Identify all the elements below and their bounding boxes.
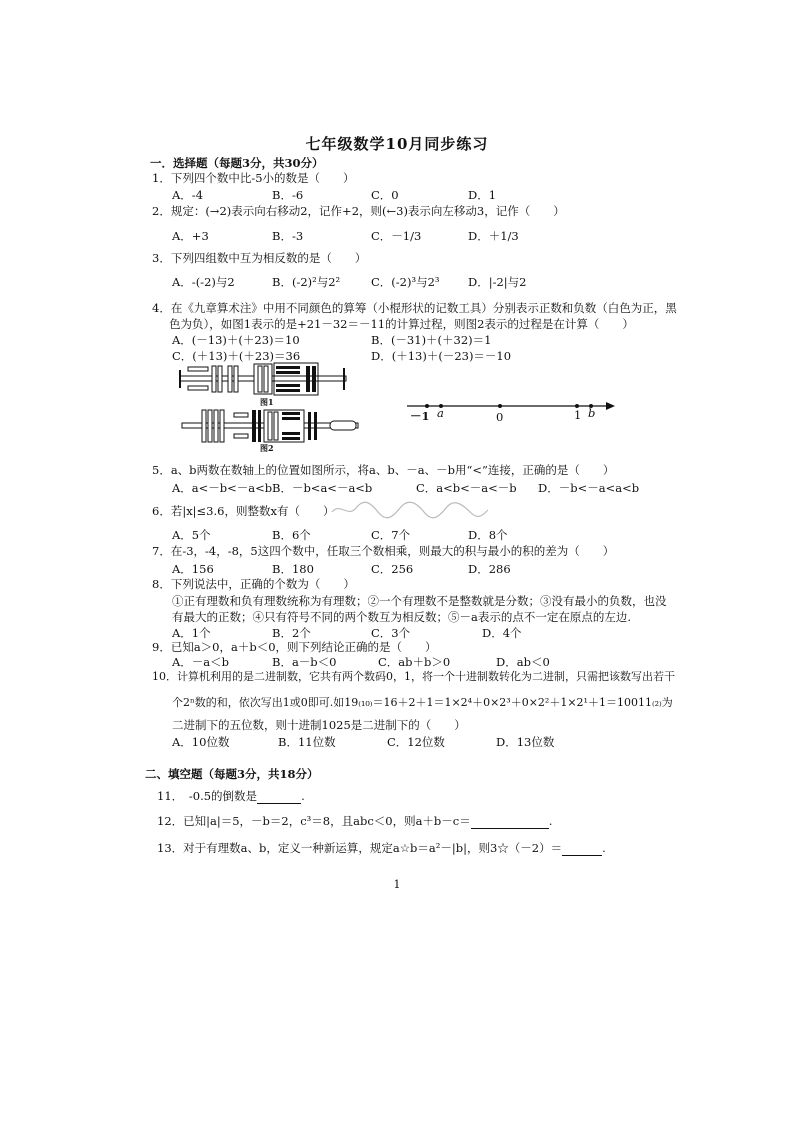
q4-option-d: D．(＋13)＋(－23)＝－10 bbox=[371, 349, 512, 363]
fill-question-13 bbox=[157, 840, 606, 856]
page-title: 七年级数学10月同步练习 bbox=[305, 135, 489, 153]
q10-option-b: B．11位数 bbox=[278, 735, 336, 749]
q1-option-b: B．-6 bbox=[272, 188, 304, 202]
q4-option-b: B．(－31)＋(＋32)＝1 bbox=[371, 333, 492, 347]
number-line-label-1: 1 bbox=[574, 408, 582, 422]
q1-option-c: C．0 bbox=[371, 188, 399, 202]
q10-option-c: C．12位数 bbox=[387, 735, 445, 749]
q3-option-b: B．(-2)²与2² bbox=[272, 275, 341, 289]
q8-option-b: B．2个 bbox=[272, 626, 311, 640]
q6-option-c: C．7个 bbox=[371, 528, 411, 542]
answer-blank-13[interactable] bbox=[562, 841, 602, 856]
q2-option-a: A．+3 bbox=[172, 229, 209, 243]
q4-option-a: A．(－13)＋(＋23)＝10 bbox=[172, 333, 300, 347]
q7-option-c: C．256 bbox=[371, 562, 414, 576]
q4-option-c: C．(＋13)＋(＋23)＝36 bbox=[172, 349, 301, 363]
q1-option-d: D．1 bbox=[468, 188, 497, 202]
question-10-line-1: 个2ⁿ数的和，依次写出1或0即可.如19₍₁₀₎＝16＋2＋1＝1×2⁴＋0×2³＋0×2²＋1×2¹＋1＝10011₍₂₎为 bbox=[172, 696, 673, 709]
q6-option-b: B．6个 bbox=[272, 528, 311, 542]
counting-rod-figure-2 bbox=[180, 407, 360, 445]
number-line-label-b: b bbox=[588, 406, 596, 420]
fill-question-11 bbox=[157, 788, 305, 804]
fill-question-11-text: 11． -0.5的倒数是 bbox=[157, 789, 258, 803]
question-10-stem: 10．计算机利用的是二进制数，它共有两个数码0，1，将一个十进制数转化为二进制，只需把该数写出若干 bbox=[152, 670, 675, 683]
question-1-stem: 1．下列四个数中比-5小的数是（ ） bbox=[152, 171, 355, 185]
q7-option-a: A．156 bbox=[172, 562, 214, 576]
question-4-stem-continued: 色为负），如图1表示的是+21－32＝－11的计算过程，则图2表示的过程是在计算（ ） bbox=[169, 317, 634, 331]
question-2-stem: 2．规定：(→2)表示向右移动2，记作+2，则(←3)表示向左移动3，记作（ ） bbox=[152, 204, 565, 218]
q8-option-d: D．4个 bbox=[482, 626, 522, 640]
figure-2-caption: 图2 bbox=[260, 443, 274, 453]
q8-option-c: C．3个 bbox=[371, 626, 411, 640]
q6-option-a: A．5个 bbox=[172, 528, 211, 542]
q5-option-a: A．a<－b<－a<b bbox=[172, 481, 273, 495]
fill-question-12-text: 12．已知|a|＝5，－b＝2，c³＝8，且abc＜0，则a＋b－c＝ bbox=[157, 814, 471, 828]
question-6-stem: 6．若|x|≤3.6，则整数x有（ ） bbox=[152, 504, 335, 518]
fill-question-12 bbox=[157, 813, 552, 829]
q1-option-a: A．-4 bbox=[172, 188, 204, 202]
q8-option-a: A．1个 bbox=[172, 626, 211, 640]
question-4-stem: 4．在《九章算术注》中用不同颜色的算筹（小棍形状的记数工具）分别表示正数和负数（白色为正，黑 bbox=[152, 301, 677, 315]
question-7-stem: 7．在-3，-4，-8，5这四个数中，任取三个数相乘，则最大的积与最小的积的差为（ ） bbox=[152, 544, 615, 558]
q6-option-d: D．8个 bbox=[468, 528, 508, 542]
q9-option-c: C．ab＋b＞0 bbox=[378, 655, 451, 669]
number-line-label-minus-1: －1 bbox=[410, 409, 430, 423]
q2-option-b: B．-3 bbox=[272, 229, 304, 243]
q3-option-a: A．-(-2)与2 bbox=[172, 275, 235, 289]
q3-option-c: C．(-2)³与2³ bbox=[371, 275, 440, 289]
q10-option-a: A．10位数 bbox=[172, 735, 230, 749]
q5-option-c: C．a<b<－a<－b bbox=[416, 481, 517, 495]
q2-option-c: C．－1/3 bbox=[371, 229, 422, 243]
question-8-statements-line-2: 有最大的正数；④只有符号不同的两个数互为相反数；⑤－a表示的点不一定在原点的左边. bbox=[172, 610, 632, 624]
question-8-statements-line-1: ①正有理数和负有理数统称为有理数；②一个有理数不是整数就是分数；③没有最小的负数，也没 bbox=[172, 594, 667, 608]
fill-11-period: . bbox=[301, 789, 305, 803]
question-10-line-2: 二进制下的五位数，则十进制1025是二进制下的（ ） bbox=[172, 718, 466, 732]
fill-question-13-text: 13．对于有理数a、b，定义一种新运算，规定a☆b＝a²－|b|，则3☆（－2）＝ bbox=[157, 841, 563, 855]
q3-option-d: D．|-2|与2 bbox=[468, 275, 527, 289]
question-9-stem: 9．已知a＞0，a＋b＜0，则下列结论正确的是（ ） bbox=[152, 640, 437, 654]
q2-option-d: D．＋1/3 bbox=[468, 229, 519, 243]
answer-blank-12[interactable] bbox=[471, 814, 549, 829]
fill-13-period: . bbox=[602, 841, 606, 855]
fill-12-period: . bbox=[548, 814, 553, 828]
q9-option-b: B．a－b＜0 bbox=[272, 655, 337, 669]
section-1-heading: 一．选择题（每题3分，共30分） bbox=[150, 156, 324, 170]
question-8-stem: 8．下列说法中，正确的个数为（ ） bbox=[152, 577, 355, 591]
number-line-label-0: 0 bbox=[496, 410, 504, 424]
question-3-stem: 3．下列四组数中互为相反数的是（ ） bbox=[152, 251, 367, 265]
answer-blank-11[interactable] bbox=[257, 789, 301, 804]
page-number: 1 bbox=[393, 878, 401, 891]
q7-option-d: D．286 bbox=[468, 562, 511, 576]
q5-option-b: B．－b<a<－a<b bbox=[272, 481, 373, 495]
q9-option-d: D．ab＜0 bbox=[496, 655, 550, 669]
q9-option-a: A．－a＜b bbox=[172, 655, 230, 669]
counting-rod-figure-1 bbox=[178, 362, 348, 396]
pen-scribble bbox=[330, 500, 490, 520]
section-2-heading: 二、填空题（每题3分，共18分） bbox=[145, 767, 319, 781]
question-5-stem: 5．a、b两数在数轴上的位置如图所示，将a、b、－a、－b用“<”连接，正确的是（ ） bbox=[152, 463, 615, 477]
q7-option-b: B．180 bbox=[272, 562, 314, 576]
number-line-label-a: a bbox=[437, 406, 444, 420]
figure-1-caption: 图1 bbox=[260, 397, 274, 407]
q5-option-d: D．－b<－a<a<b bbox=[538, 481, 640, 495]
q10-option-d: D．13位数 bbox=[496, 735, 555, 749]
